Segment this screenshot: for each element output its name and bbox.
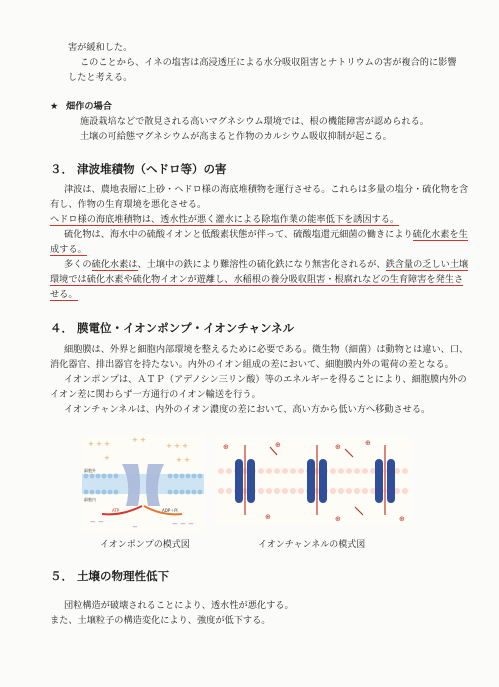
intro-line-3: したと考える。 — [68, 72, 133, 83]
s3-p4a-pre: 多くの — [64, 259, 92, 270]
ion-pump-figure — [82, 434, 204, 532]
svg-text:⊕: ⊕ — [335, 515, 341, 523]
s5-line-2: また、土壌粒子の構造変化により、強度が低下する。 — [50, 615, 271, 626]
s3-p4c-underlined: せる。 — [50, 289, 78, 300]
s3-p3b-underlined: 成する。 — [50, 244, 87, 255]
s3-p3a-underlined: 硫化水素を生 — [412, 229, 468, 240]
svg-text:⊕: ⊕ — [223, 443, 229, 451]
svg-text:+: + — [104, 454, 110, 462]
svg-text:⊕: ⊕ — [335, 443, 341, 451]
intro-line-1: 害が緩和した。 — [68, 42, 133, 53]
s4-p3: イオンチャンネルは、内外のイオン濃度の差において、高い方から低い方へ移動させる。 — [64, 404, 431, 415]
svg-text:⊕: ⊕ — [265, 513, 271, 521]
s3-p1b: 有し、作物の生育環境を悪化させる。 — [50, 199, 207, 210]
s4-p1b: 消化器官、排出器官を持たない。内外のイオン組成の差において、細胞膜内外の電荷の差となる。 — [50, 359, 454, 370]
s5-line-1: 団粒構造が破壊されることにより、透水性が悪化する。 — [64, 600, 294, 611]
svg-text:⊕: ⊕ — [365, 439, 371, 447]
svg-text:⊕: ⊕ — [399, 515, 405, 523]
pump-inside-label: 細胞内 — [84, 497, 96, 502]
s3-p3a: 硫化物は、海水中の硫酸イオンと低酸素状態が伴って、硫酸塩還元細菌の働きにより — [64, 229, 413, 240]
s3-p1a: 津波は、農地表層に上砂・ヘドロ様の海底堆積物を運行させる。これらは多量の塩分・硫化物を含 — [64, 184, 469, 195]
svg-text:−: − — [132, 523, 138, 531]
svg-text:− −: − − — [90, 518, 104, 526]
svg-text:⊕: ⊕ — [275, 441, 281, 449]
svg-text:+ + +: + + + — [166, 442, 189, 450]
ion-channel-figure — [215, 437, 411, 525]
section-3-heading: ３． 津波堆積物（ヘドロ等）の害 — [50, 162, 227, 176]
pump-outside-label: 細胞外 — [84, 468, 96, 473]
field-line-2: 土壌の可給態マグネシウムが高まると作物のカルシウム吸収抑制が起こる。 — [80, 131, 392, 142]
section-4-heading: ４． 膜電位・イオンポンプ・イオンチャンネル — [50, 321, 295, 335]
s4-p1a: 細胞膜は、外界と細胞内部環境を整えるために必要である。微生物（細菌）は動物とは違い、口、 — [64, 344, 469, 355]
intro-line-2: このことから、イネの塩害は高浸透圧による水分吸収阻害とナトリウムの害が複合的に影響 — [80, 57, 457, 68]
field-line-1: 施設栽培などで散見される高いマグネシウム環境では、根の機能障害が認められる。 — [80, 116, 429, 127]
svg-text:+ +: + + — [176, 456, 190, 464]
svg-text:+ +: + + — [132, 436, 146, 444]
section-5-heading: ５． 土壌の物理性低下 — [50, 569, 170, 583]
s3-p4b-underlined: 環境では硫化水素や硫化物イオンが遊離し、水稲根の養分吸収阻害・根腐れなどの生育障害を発生さ — [50, 274, 464, 285]
s3-p4a-underlined-1: 硫化水素は — [91, 259, 138, 270]
svg-text:+ + +: + + + — [88, 440, 111, 448]
s3-p4a-underlined-2: 鉄含量の乏しい土壌 — [385, 259, 469, 270]
pump-atp-label: ATP — [112, 508, 120, 513]
s3-p2-underlined: ヘドロ様の海底堆積物は、透水性が悪く灌水による除塩作業の能率低下を誘因する。 — [50, 214, 400, 225]
svg-text:− − −: − − − — [172, 520, 195, 528]
channel-caption: イオンチャンネルの模式図 — [258, 540, 366, 550]
s4-p2b: イオン差に関わらず一方通行のイオン輸送を行う。 — [50, 389, 261, 400]
field-title: 畑作の場合 — [66, 101, 112, 112]
pump-caption: イオンポンプの模式図 — [100, 540, 190, 550]
s4-p2a: イオンポンプは、ＡＴＰ（アデノシン三リン酸）等のエネルギーを得ることにより、細胞膜内外の — [64, 374, 467, 385]
s3-p4a-mid: 、土壌中の鉄により難溶性の硫化鉄になり無害化されるが、 — [137, 259, 386, 270]
pump-adp-label: ADP＋Pi — [162, 508, 178, 513]
star-icon: ★ — [50, 101, 59, 112]
